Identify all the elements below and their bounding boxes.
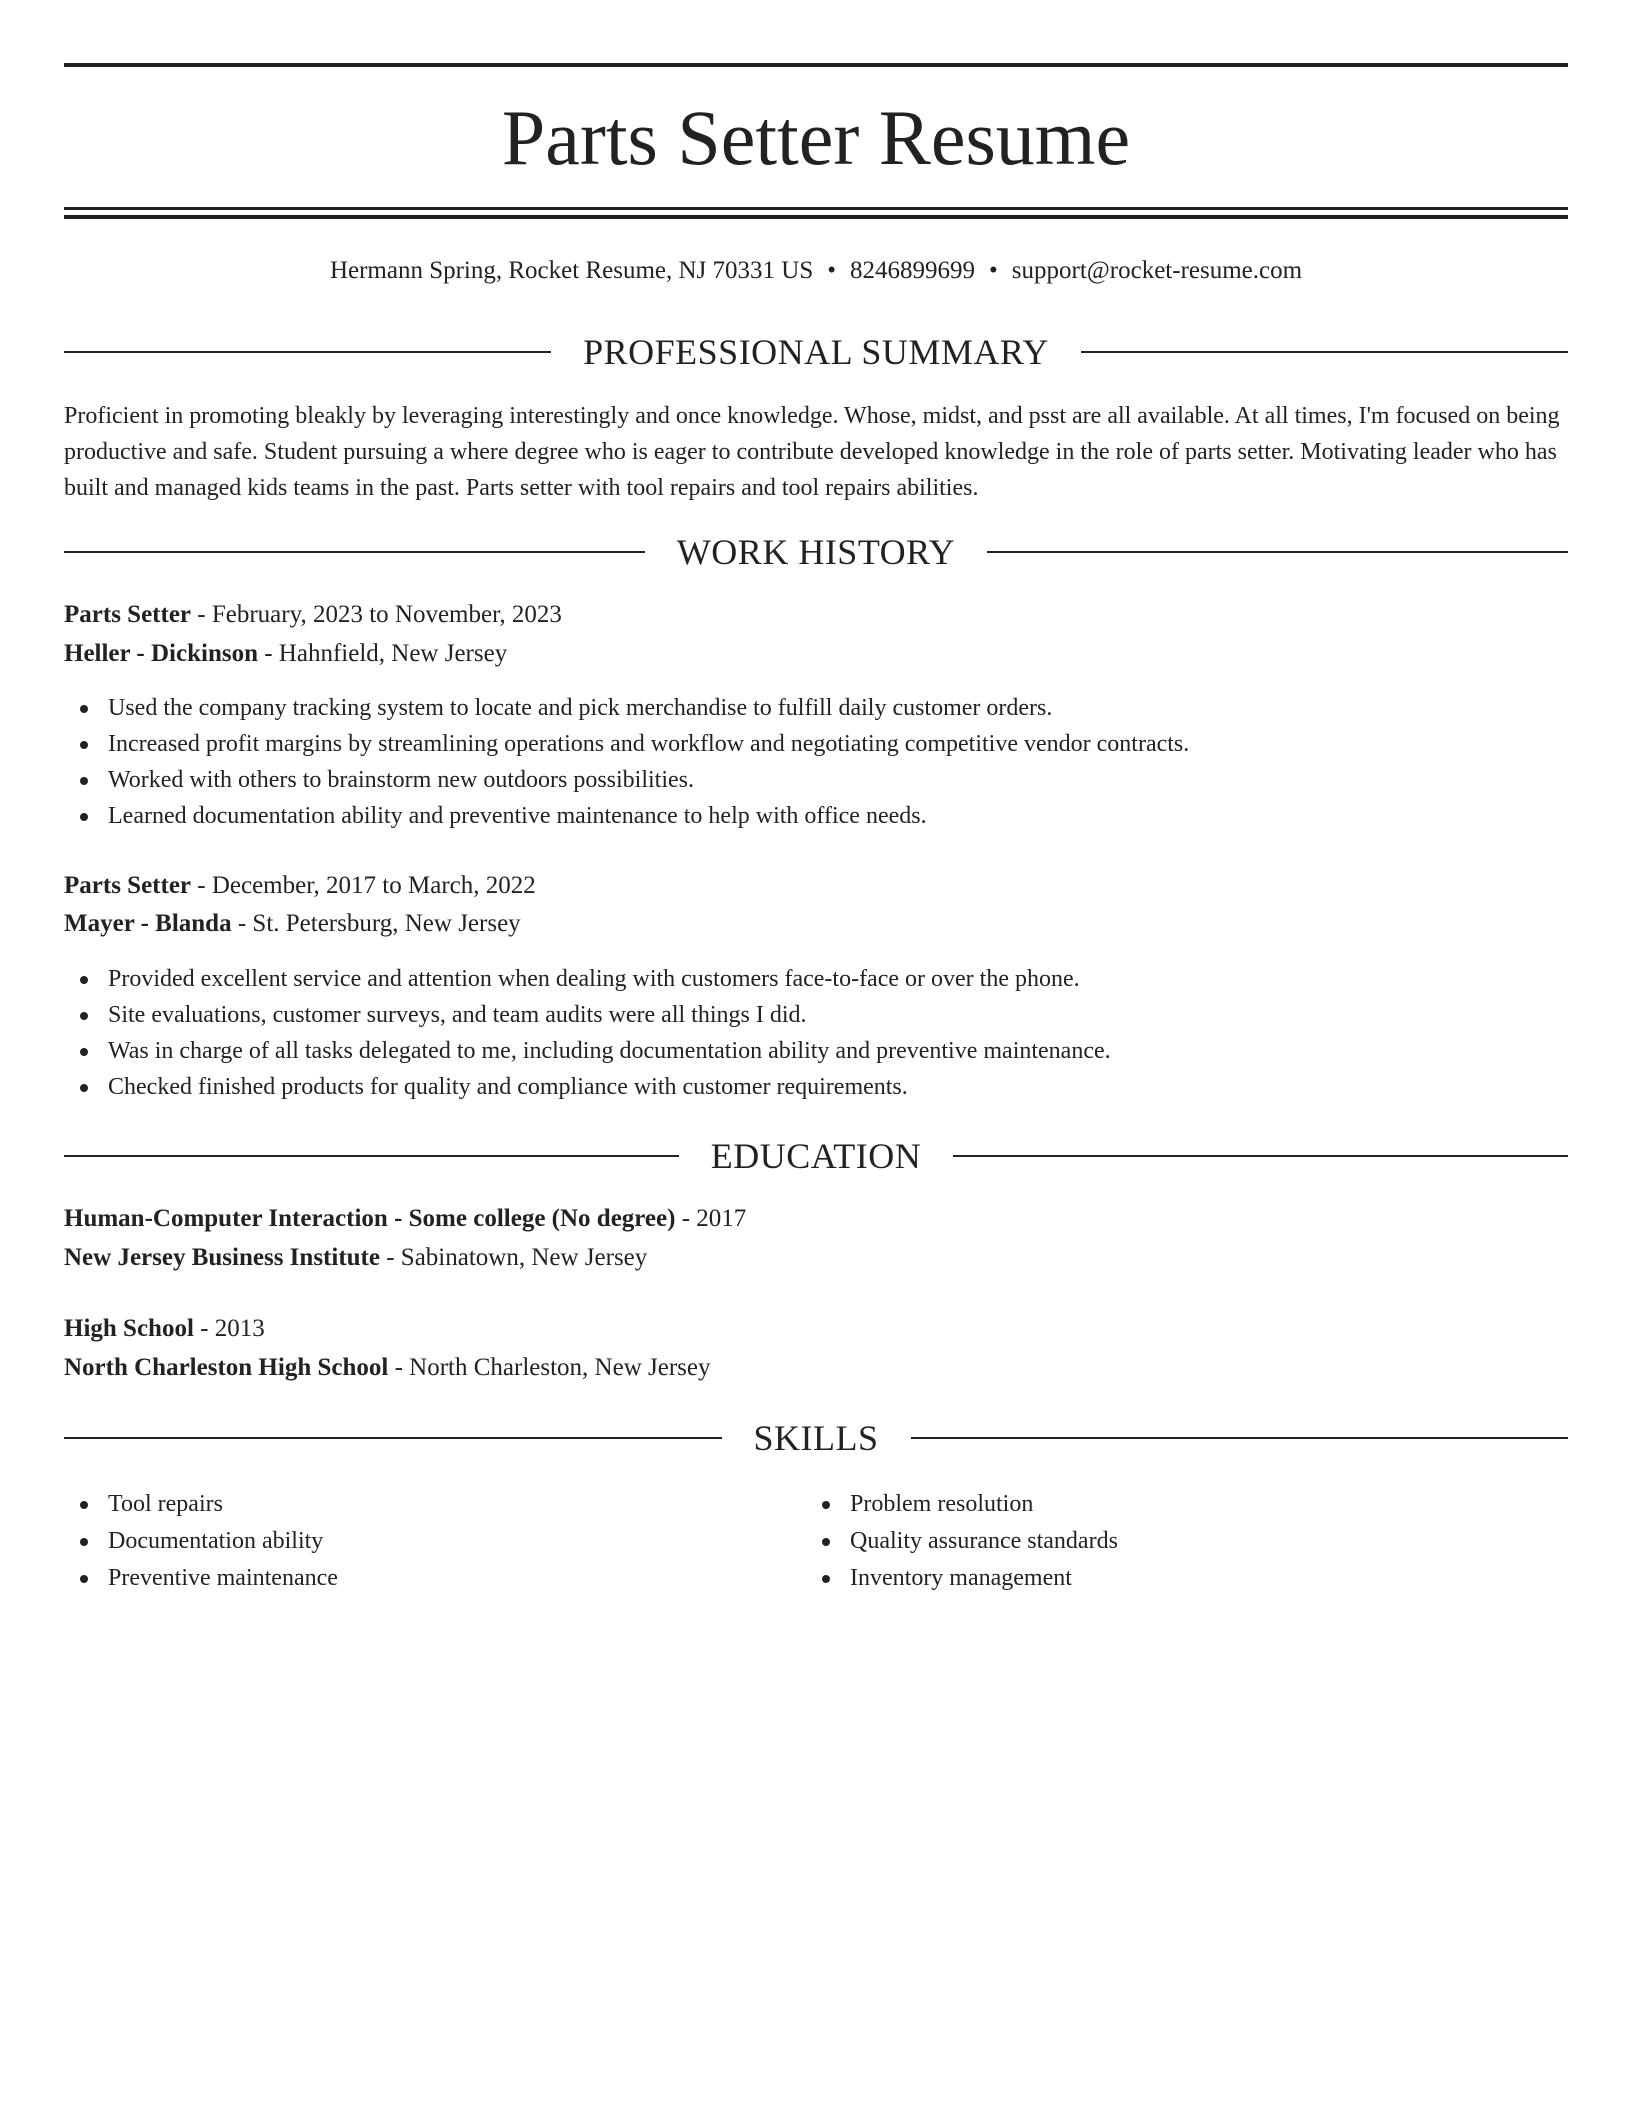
section-heading-skills bbox=[64, 1416, 1568, 1460]
top-rule bbox=[64, 63, 1568, 67]
heading-rule bbox=[911, 1437, 1569, 1439]
list-item: Was in charge of all tasks delegated to me, including documentation ability and preventive maintenance. bbox=[64, 1033, 1568, 1069]
heading-rule bbox=[953, 1155, 1568, 1157]
list-item: Checked finished products for quality and compliance with customer requirements. bbox=[64, 1069, 1568, 1105]
heading-rule bbox=[64, 351, 551, 353]
education-degree-line bbox=[64, 1311, 1568, 1347]
list-item: Increased profit margins by streamlining operations and workflow and negotiating competitive vendor contracts. bbox=[64, 726, 1568, 762]
list-item: Used the company tracking system to locate and pick merchandise to fulfill daily customer orders. bbox=[64, 690, 1568, 726]
job-company-line bbox=[64, 906, 1568, 942]
skill-item: Tool repairs bbox=[64, 1486, 764, 1523]
skill-item: Quality assurance standards bbox=[806, 1523, 1506, 1560]
skill-item: Documentation ability bbox=[64, 1523, 764, 1560]
education-school: North Charleston High School bbox=[64, 1354, 389, 1381]
list-item: Site evaluations, customer surveys, and team audits were all things I did. bbox=[64, 997, 1568, 1033]
job-company: Heller - Dickinson bbox=[64, 640, 258, 667]
section-heading-work-history bbox=[64, 530, 1568, 574]
job-bullets bbox=[64, 961, 1568, 1105]
list-item: Provided excellent service and attention when dealing with customers face-to-face or over the phone. bbox=[64, 961, 1568, 997]
heading-rule bbox=[64, 551, 645, 553]
section-heading-label: PROFESSIONAL SUMMARY bbox=[583, 332, 1049, 372]
job-company: Mayer - Blanda bbox=[64, 910, 232, 937]
skills-list-right bbox=[806, 1486, 1506, 1597]
education-school: New Jersey Business Institute bbox=[64, 1244, 380, 1271]
section-heading-label: EDUCATION bbox=[710, 1136, 922, 1176]
education-degree-line bbox=[64, 1201, 1568, 1237]
education-degree: High School bbox=[64, 1315, 194, 1342]
education-school-line bbox=[64, 1350, 1568, 1386]
education-year: - 2017 bbox=[675, 1205, 747, 1232]
title-rule-upper bbox=[64, 207, 1568, 210]
skill-item: Inventory management bbox=[806, 1560, 1506, 1597]
job-title: Parts Setter bbox=[64, 872, 192, 899]
job-title-line bbox=[64, 868, 1568, 904]
education-school-line bbox=[64, 1240, 1568, 1276]
job-dates: - February, 2023 to November, 2023 bbox=[191, 601, 562, 628]
contact-phone: 8246899699 bbox=[850, 257, 975, 284]
section-heading-label: WORK HISTORY bbox=[676, 532, 956, 572]
job-title: Parts Setter bbox=[64, 601, 192, 628]
skill-item: Preventive maintenance bbox=[64, 1560, 764, 1597]
contact-separator: • bbox=[989, 257, 998, 284]
heading-rule bbox=[64, 1155, 679, 1157]
list-item: Learned documentation ability and preventive maintenance to help with office needs. bbox=[64, 798, 1568, 834]
title-rule-lower bbox=[64, 215, 1568, 219]
education-location: - Sabinatown, New Jersey bbox=[379, 1244, 648, 1271]
section-heading-summary bbox=[64, 330, 1568, 374]
job-bullets bbox=[64, 690, 1568, 834]
contact-separator: • bbox=[827, 257, 836, 284]
heading-rule bbox=[1081, 351, 1568, 353]
section-heading-education bbox=[64, 1134, 1568, 1178]
job-location: - Hahnfield, New Jersey bbox=[257, 640, 508, 667]
heading-rule bbox=[64, 1437, 722, 1439]
page-title: Parts Setter Resume bbox=[501, 94, 1131, 181]
job-title-line bbox=[64, 597, 1568, 633]
contact-address: Hermann Spring, Rocket Resume, NJ 70331 US bbox=[329, 257, 814, 284]
skills-list-left bbox=[64, 1486, 764, 1597]
contact-line bbox=[64, 254, 1568, 288]
contact-email: support@rocket-resume.com bbox=[1011, 257, 1303, 284]
job-dates: - December, 2017 to March, 2022 bbox=[191, 872, 536, 899]
education-year: - 2013 bbox=[193, 1315, 265, 1342]
job-location: - St. Petersburg, New Jersey bbox=[231, 910, 521, 937]
section-heading-label: SKILLS bbox=[753, 1418, 879, 1458]
list-item: Worked with others to brainstorm new outdoors possibilities. bbox=[64, 762, 1568, 798]
job-company-line bbox=[64, 636, 1568, 672]
heading-rule bbox=[987, 551, 1568, 553]
education-degree: Human-Computer Interaction - Some college (No degree) bbox=[64, 1205, 676, 1232]
skill-item: Problem resolution bbox=[806, 1486, 1506, 1523]
summary-text: Proficient in promoting bleakly by leveraging interestingly and once knowledge. Whose, midst, and psst are all available. At all times, I'm focused on being productive and safe. Student pursuing a where degree who is eager to contribute developed knowledge in the role of parts setter. Motivating leader who has built and managed kids teams in the past. Parts setter with tool repairs and tool repairs abilities. bbox=[64, 403, 1560, 501]
education-location: - North Charleston, New Jersey bbox=[388, 1354, 711, 1381]
